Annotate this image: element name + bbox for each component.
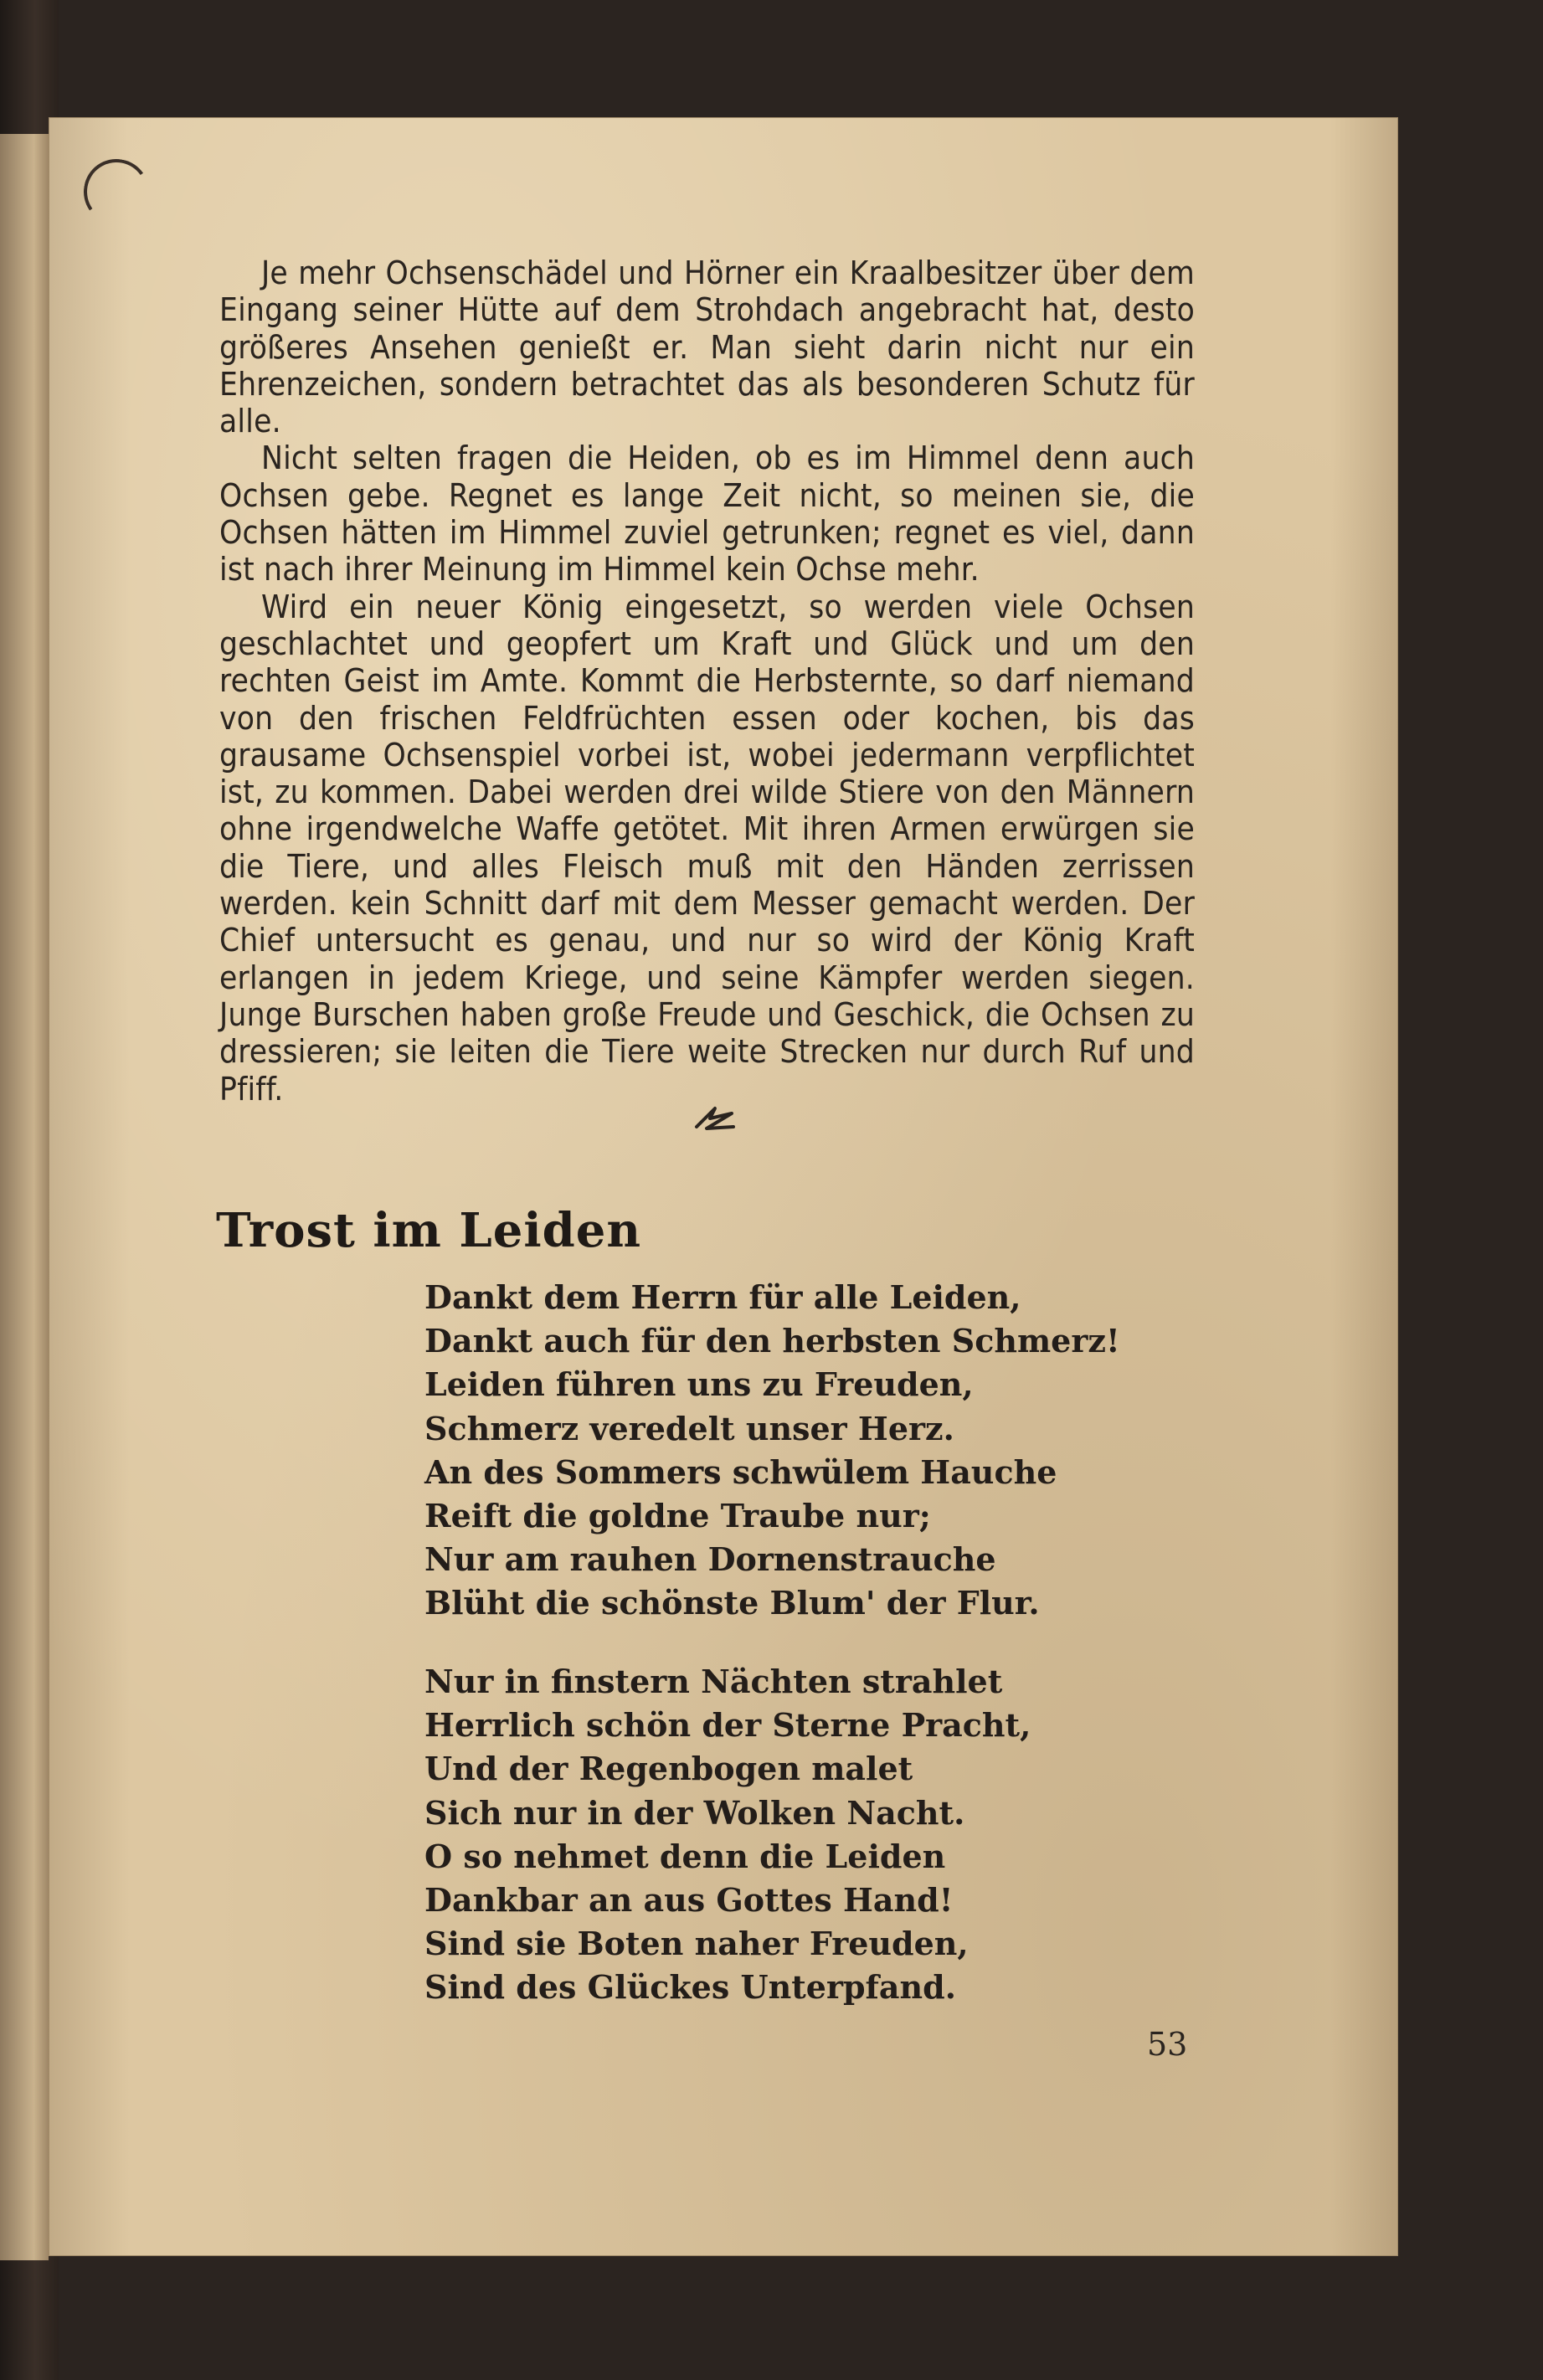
poem-stanza-1 (424, 1276, 1120, 1626)
decorative-flourish-icon (690, 1102, 740, 1135)
poem-line: Sind des Glückes Unterpfand. (424, 1968, 956, 2007)
poem-line: An des Sommers schwülem Hauche (424, 1452, 1057, 1491)
poem-line: Nur in finstern Nächten strahlet (424, 1663, 1003, 1700)
prose-block (219, 255, 1195, 1108)
poem-line: Sind sie Boten naher Freuden, (424, 1925, 969, 1963)
poem-line: Blüht die schönste Blum' der Flur. (424, 1584, 1040, 1622)
poem-line: Und der Regenbogen malet (424, 1750, 913, 1788)
poem-line: Nur am rauhen Dornenstrauche (424, 1540, 996, 1579)
prose-paragraph-3: Wird ein neuer König eingesetzt, so werden viele Ochsen geschlachtet und geopfert um Kraft und Glück und um den rechten Geist im Amte. Kommt die Herbsternte, so darf niemand von den frischen Feldfrüchten essen oder kochen, bis das grausame Ochsenspiel vorbei ist, wobei jedermann verpflichtet ist, zu kommen. Dabei werden drei wilde Stiere von den Männern ohne irgendwelche Waffe getötet. Mit ihren Armen erwürgen sie die Tiere, und alles Fleisch muß mit den Händen zerrissen werden. kein Schnitt darf mit dem Messer gemacht werden. Der Chief untersucht es genau, und nur so wird der König Kraft erlangen in jedem Kriege, und seine Kämpfer werden siegen. Junge Burschen haben große Freude und Geschick, die Ochsen zu dressieren; sie leiten die Tiere weite Strecken nur durch Ruf und Pfiff. (219, 588, 1195, 1108)
prose-paragraph-2: Nicht selten fragen die Heiden, ob es im Himmel denn auch Ochsen gebe. Regnet es lange Zeit nicht, so meinen sie, die Ochsen hätten im Himmel zuviel getrunken; regnet es viel, dann ist nach ihrer Meinung im Himmel kein Ochse mehr. (219, 440, 1195, 589)
poem-line: Dankbar an aus Gottes Hand! (424, 1881, 954, 1920)
page-number: 53 (1147, 2026, 1188, 2063)
poem-line: Herrlich schön der Sterne Pracht, (424, 1706, 1031, 1745)
previous-page-edge (0, 134, 49, 2260)
poem-line: Dankt auch für den herbsten Schmerz! (424, 1322, 1120, 1360)
poem-stanza-2 (424, 1660, 1061, 2010)
poem-line: Schmerz veredelt unser Herz. (424, 1409, 954, 1447)
poem-line: Dankt dem Herrn für alle Leiden, (424, 1278, 1021, 1316)
poem-line: Sich nur in der Wolken Nacht. (424, 1793, 965, 1832)
poem-line: Leiden führen uns zu Freuden, (424, 1365, 974, 1404)
poem-title: Trost im Leiden (216, 1203, 642, 1258)
poem-line: O so nehmet denn die Leiden (424, 1837, 946, 1875)
poem-line: Reift die goldne Traube nur; (424, 1497, 931, 1535)
prose-paragraph-1: Je mehr Ochsenschädel und Hörner ein Kraalbesitzer über dem Eingang seiner Hütte auf dem Strohdach angebracht hat, desto größeres Ansehen genießt er. Man sieht darin nicht nur ein Ehrenzeichen, sondern betrachtet das als besonderen Schutz für alle. (219, 254, 1195, 441)
